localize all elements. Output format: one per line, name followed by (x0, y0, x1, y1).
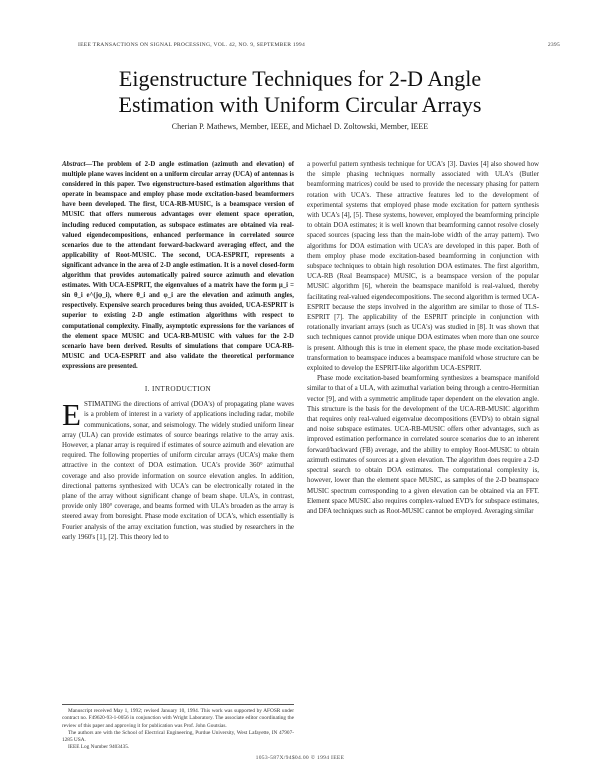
footnote-log-number: IEEE Log Number 9403435. (68, 744, 130, 751)
introduction-text: STIMATING the directions of arrival (DOA's) of propagating plane waves is a problem of interest in a variety of applications including radar, mobile communications, sonar, and seismology. The widely studied uniform linear array (ULA) can provide estimates of source bearings relative to the array axis. However, a planar array is required if estimates of source azimuth and elevation are required. The following properties of uniform circular arrays (UCA's) make them attractive in the context of DOA estimation. UCA's provide 360° azimuthal coverage and also provide information on source elevation angles. In addition, directional patterns synthesized with UCA's can be electronically rotated in the plane of the array without significant change of beam shape. ULA's, in contrast, provide only 180° coverage, and beams formed with ULA's broaden as the array is steered away from boresight. Phase mode excitation of UCA's, which essentially is Fourier analysis of the array excitation function, was studied by researchers in the early 1960's [1], [2]. This theory led to (62, 401, 294, 541)
title-line-2: Estimation with Uniform Circular Arrays (118, 92, 482, 117)
footnote-affiliation: The authors are with the School of Electrical Engineering, Purdue University, West Lafayette, IN 47907-1285 USA. (62, 729, 294, 744)
copyright-code: 1053-587X/94$04.00 © 1994 IEEE (255, 755, 345, 761)
abstract-text: The problem of 2-D angle estimation (azimuth and elevation) of multiple plane waves incident on a uniform circular array (UCA) of antennas is considered in this paper. Two eigenstructure-based estimation algorithms that operate in beamspace and employ phase mode excitation-based beamformers have been developed. The first, UCA-RB-MUSIC, is a beamspace version of MUSIC that offers numerous advantages over element space operation, including reduced computation, as subspace estimates are obtained via real-valued eigendecompositions, enhanced performance in correlated source scenarios due to the attendant forward-backward averaging effect, and the applicability of Root-MUSIC. The second, UCA-ESPRIT, represents a significant advance in the area of 2-D angle estimation. It is a novel closed-form algorithm that provides automatically paired source azimuth and elevation estimates. With UCA-ESPRIT, the eigenvalues of a matrix have the form μ_i = sin θ_i e^(jφ_i), where θ_i and φ_i are the elevation and azimuth angles, respectively. Expensive search procedures being thus avoided, UCA-ESPRIT is superior to existing 2-D angle estimation algorithms with respect to computational complexity. Finally, asymptotic expressions for the variances of the element space MUSIC and UCA-RB-MUSIC with values for the 2-D scenario have been derived. Results of simulations that compare UCA-RB-MUSIC and UCA-ESPRIT and also validate the theoretical performance expressions are presented. (62, 161, 294, 370)
title-line-1: Eigenstructure Techniques for 2-D Angle (118, 66, 482, 91)
paper-title (60, 66, 540, 118)
footnotes (62, 704, 294, 752)
footnote-manuscript: Manuscript received May 1, 1992; revised January 10, 1994. This work was supported by AFOSR under contract no. F49620-93-1-0056 in conjunction with Wright Laboratory. The associate editor coordinating the review of this paper and approving it for publication was Prof. John Goutsias. (62, 708, 294, 729)
abstract-label: Abstract— (62, 161, 93, 168)
author-line: Cherian P. Mathews, Member, IEEE, and Michael D. Zoltowski, Member, IEEE (171, 122, 429, 131)
journal-name: IEEE TRANSACTIONS ON SIGNAL PROCESSING, VOL. 42, NO. 9, SEPTEMBER 1994 (78, 42, 306, 48)
drop-cap-letter: E (62, 397, 81, 433)
section-heading-introduction: I. INTRODUCTION (144, 384, 212, 393)
body-paragraph: Phase mode excitation-based beamforming synthesizes a beamspace manifold similar to that of a ULA, with azimuthal variation being through a centro-Hermitian vector [9], and with a symmetric amplitude taper dependent on the elevation angle. This structure is the basis for the development of the UCA-RB-MUSIC algorithm that requires only real-valued eigenvalue decompositions (EVD's) to obtain signal and noise subspace estimates. UCA-RB-MUSIC offers other advantages, such as improved estimation performance in correlated source scenarios due to an inherent forward/backward (FB) average, and the ability to employ Root-MUSIC to obtain azimuth estimates of sources at a given elevation. The algorithm does require a 2-D spectral search to obtain DOA estimates. The computational complexity is, however, lower than the element space MUSIC, as samples of the 2-D beamspace MUSIC spectrum corresponding to a given elevation can be obtained via an FFT. Element space MUSIC also requires complex-valued EVD's for subspace estimates, and DFA techniques such as Root-MUSIC cannot be employed. Averaging similar (307, 375, 539, 515)
running-head (78, 42, 560, 52)
abstract (62, 160, 294, 372)
page-number: 2395 (547, 42, 560, 48)
left-column (62, 160, 294, 543)
body-paragraph: a powerful pattern synthesis technique for UCA's [3]. Davies [4] also showed how the simple phasing techniques normally associated with ULA's (Butler beamforming matrices) could be used to provide the necessary phasing for pattern rotation with UCA's. These attractive features led to the development of experimental systems that employed phase mode excitation for pattern synthesis with UCA's [4], [5]. These systems, however, employed the beamforming principle to obtain DOA estimates; it is well known that beamforming cannot resolve closely spaced sources (spacing less than the main-lobe width of the array pattern). Two algorithms for DOA estimation with UCA's are developed in this paper. Both of them employ phase mode excitation-based beamforming in conjunction with subspace techniques to obtain high resolution DOA estimates. The first algorithm, UCA-RB (Real Beamspace) MUSIC, is a beamspace version of the popular MUSIC algorithm [6], wherein the beamspace manifold is real-valued, thereby facilitating real-valued eigendecompositions. The second algorithm is termed UCA-ESPRIT because the steps involved in the algorithm are similar to those of TLS-ESPRIT [7]. The applicability of the ESPRIT principle in conjunction with rotationally invariant arrays (such as UCA's) was studied in [8]. It was shown that such techniques cannot provide unique DOA estimates when more than one source is present. Although this is true in element space, the phase mode excitation-based transformation to beamspace induces a beamspace manifold whose structure can be exploited to develop the ESPRIT-like algorithm UCA-ESPRIT. (307, 161, 539, 373)
introduction-paragraph (62, 397, 294, 543)
right-column (307, 160, 539, 517)
